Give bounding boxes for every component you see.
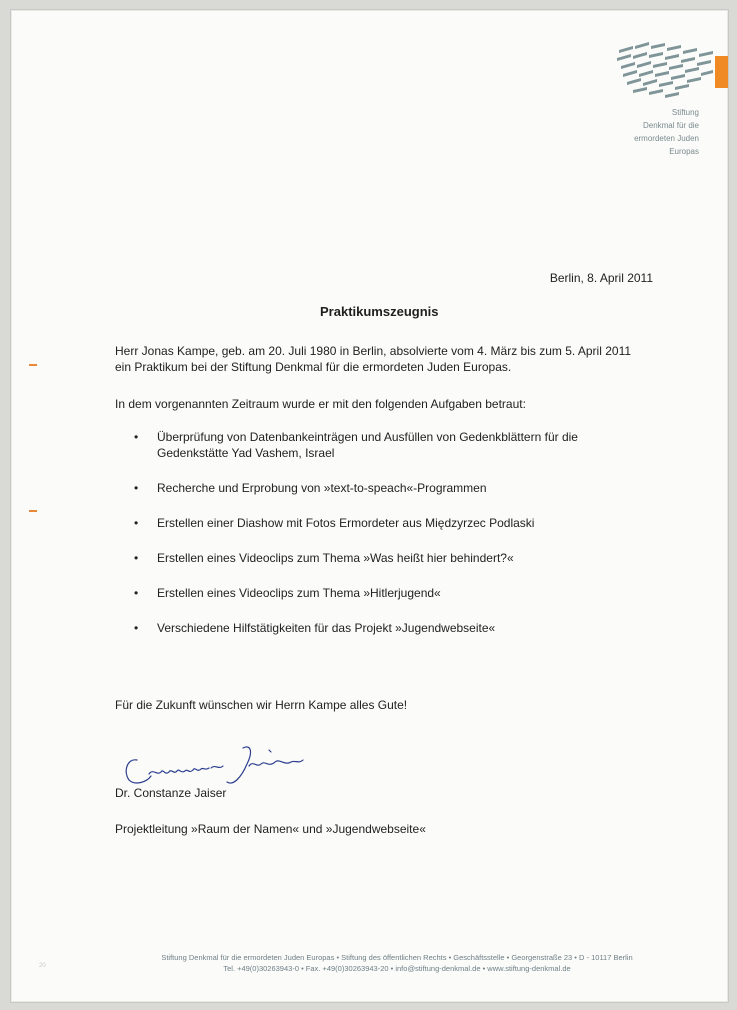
org-line: Denkmal für die: [642, 121, 699, 130]
task-item: [115, 550, 655, 566]
foundation-logo: [613, 40, 729, 104]
task-item: [115, 515, 655, 531]
task-item: [115, 480, 655, 496]
signer-role: Projektleitung »Raum der Namen« und »Jugendwebseite«: [115, 822, 426, 836]
bullet-icon: •: [134, 481, 139, 495]
page-number: 20: [39, 963, 46, 969]
task-text: Erstellen eines Videoclips zum Thema »Hitlerjugend«: [157, 586, 441, 600]
closing-sentence: Für die Zukunft wünschen wir Herrn Kampe alles Gute!: [115, 698, 408, 712]
intro-line: ein Praktikum bei der Stiftung Denkmal für die ermordeten Juden Europas.: [115, 360, 512, 374]
letterhead-org-name: [634, 106, 699, 158]
org-line: Europas: [669, 147, 699, 156]
bullet-icon: •: [134, 621, 139, 635]
task-text: Gedenkstätte Yad Vashem, Israel: [157, 446, 335, 460]
task-text: Überprüfung von Datenbankeinträgen und Ausfüllen von Gedenkblättern für die: [157, 430, 578, 444]
signer-name: Dr. Constanze Jaiser: [115, 786, 227, 800]
tasks-intro: In dem vorgenannten Zeitraum wurde er mit den folgenden Aufgaben betraut:: [115, 397, 526, 411]
org-line: ermordeten Juden: [634, 134, 699, 143]
bullet-icon: •: [134, 551, 139, 565]
task-text: Erstellen einer Diashow mit Fotos Ermordeter aus Międzyrzec Podlaski: [157, 516, 535, 530]
footer-contact: Tel. +49(0)30263943-0 • Fax. +49(0)30263943-20 • info@stiftung-denkmal.de • www.stiftung-denkmal.de: [223, 964, 571, 973]
task-list: [115, 429, 655, 636]
org-line: Stiftung: [671, 108, 699, 117]
punch-mark: [29, 510, 37, 512]
task-text: Verschiedene Hilfstätigkeiten für das Projekt »Jugendwebseite«: [157, 621, 496, 635]
intro-line: Herr Jonas Kampe, geb. am 20. Juli 1980 in Berlin, absolvierte vom 4. März bis zum 5. April 2011: [115, 344, 632, 358]
task-text: Recherche und Erprobung von »text-to-speach«-Programmen: [157, 481, 487, 495]
bullet-icon: •: [134, 430, 139, 444]
task-text: Erstellen eines Videoclips zum Thema »Was heißt hier behindert?«: [157, 551, 514, 565]
bullet-icon: •: [134, 586, 139, 600]
letter-date: Berlin, 8. April 2011: [549, 271, 653, 285]
letter-footer: [91, 952, 703, 974]
bullet-icon: •: [134, 516, 139, 530]
document-title: Praktikumszeugnis: [320, 304, 439, 319]
letter-page: [10, 9, 729, 1003]
task-item: [115, 620, 655, 636]
fold-mark: [29, 364, 37, 366]
intro-paragraph: [115, 343, 675, 375]
task-item: [115, 429, 655, 461]
task-item: [115, 585, 655, 601]
footer-address: Stiftung Denkmal für die ermordeten Juden Europas • Stiftung des öffentlichen Rechts • Geschäftsstelle • Georgenstraße 23 • D - 10117 Berlin: [161, 953, 633, 962]
handwritten-signature: [119, 738, 309, 793]
